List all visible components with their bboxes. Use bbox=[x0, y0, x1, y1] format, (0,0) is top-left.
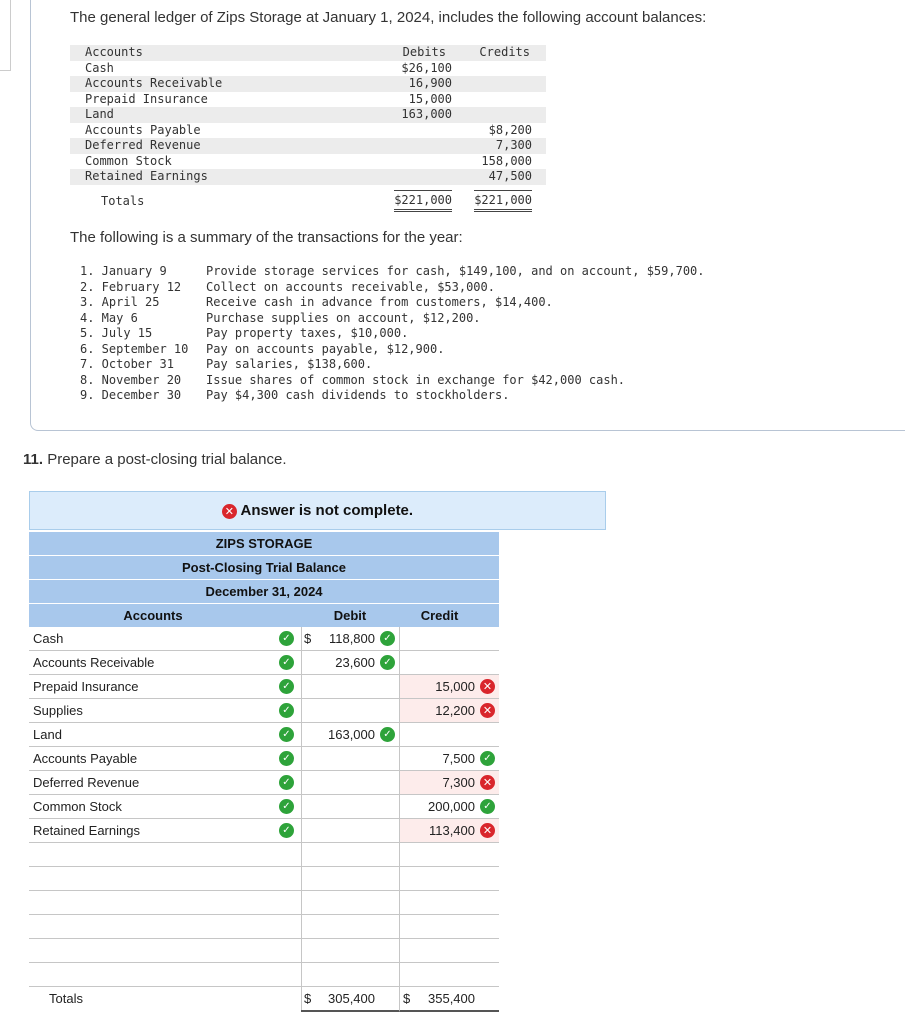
problem-intro: The general ledger of Zips Storage at January 1, 2024, includes the following account balances: bbox=[70, 9, 707, 26]
tb-credit-value: 7,500 bbox=[442, 751, 475, 766]
check-icon: ✓ bbox=[480, 799, 495, 814]
tb-account-cell[interactable] bbox=[29, 795, 302, 818]
tb-totals-label: Totals bbox=[49, 991, 83, 1006]
tb-debit-cell[interactable] bbox=[301, 795, 400, 818]
tb-debit-cell[interactable] bbox=[301, 891, 400, 914]
ledger-header-accounts: Accounts bbox=[85, 45, 143, 59]
transaction-item bbox=[80, 326, 780, 342]
ledger-row bbox=[70, 107, 546, 123]
transaction-date: 9. December 30 bbox=[80, 388, 182, 402]
check-icon: ✓ bbox=[380, 655, 395, 670]
tb-totals-credit-dollar: $ bbox=[403, 991, 411, 1006]
check-icon: ✓ bbox=[480, 751, 495, 766]
tb-title: Post-Closing Trial Balance bbox=[29, 556, 499, 580]
tb-account-cell[interactable] bbox=[29, 867, 302, 890]
tb-credit-cell[interactable] bbox=[400, 771, 499, 794]
ledger-account: Prepaid Insurance bbox=[85, 91, 208, 106]
summary-heading: The following is a summary of the transactions for the year: bbox=[70, 229, 463, 246]
tb-col-debit: Debit bbox=[333, 608, 367, 623]
tb-debit-cell[interactable] bbox=[301, 651, 400, 674]
ledger-totals-credit: $221,000 bbox=[474, 190, 532, 212]
ledger-header-debits: Debits bbox=[402, 45, 446, 59]
tb-credit-cell[interactable] bbox=[400, 891, 499, 914]
tb-debit-cell[interactable] bbox=[301, 675, 400, 698]
tb-debit-cell[interactable] bbox=[301, 843, 400, 866]
transaction-desc: Pay property taxes, $10,000. bbox=[206, 326, 409, 340]
incorrect-icon: ✕ bbox=[480, 703, 495, 718]
tb-empty-row bbox=[29, 867, 499, 891]
tb-debit-value: 163,000 bbox=[328, 727, 375, 742]
tb-account-name: Common Stock bbox=[33, 799, 122, 814]
transaction-desc: Issue shares of common stock in exchange for $42,000 cash. bbox=[206, 372, 626, 387]
tb-account-cell[interactable] bbox=[29, 891, 302, 914]
tb-account-cell[interactable] bbox=[29, 627, 302, 650]
ledger-debit: 163,000 bbox=[401, 107, 452, 121]
tb-debit-cell[interactable] bbox=[301, 915, 400, 938]
answer-status-text: Answer is not complete. bbox=[240, 502, 414, 519]
tb-empty-row bbox=[29, 963, 499, 987]
tb-debit-cell[interactable] bbox=[301, 939, 400, 962]
ledger-row bbox=[70, 169, 546, 185]
check-icon: ✓ bbox=[279, 823, 294, 838]
tb-row-accounts-receivable bbox=[29, 651, 499, 675]
tb-account-cell[interactable] bbox=[29, 771, 302, 794]
transaction-desc: Purchase supplies on account, $12,200. bbox=[206, 310, 481, 325]
tb-account-name: Retained Earnings bbox=[33, 823, 140, 838]
tb-row-supplies bbox=[29, 699, 499, 723]
tb-debit-dollar: $ bbox=[304, 631, 312, 646]
tb-row-common-stock bbox=[29, 795, 499, 819]
ledger-account: Accounts Payable bbox=[85, 122, 201, 137]
tb-credit-value: 113,400 bbox=[428, 823, 475, 838]
transaction-item bbox=[80, 373, 780, 389]
incorrect-icon: ✕ bbox=[480, 823, 495, 838]
ledger-credit: $8,200 bbox=[488, 122, 532, 137]
tb-credit-cell[interactable] bbox=[400, 651, 499, 674]
ledger-row bbox=[70, 154, 546, 170]
ledger-account: Deferred Revenue bbox=[85, 138, 201, 152]
check-icon: ✓ bbox=[279, 679, 294, 694]
tb-credit-value: 12,200 bbox=[435, 703, 475, 718]
tb-account-name: Accounts Payable bbox=[33, 751, 138, 766]
tb-credit-cell[interactable] bbox=[400, 843, 499, 866]
check-icon: ✓ bbox=[279, 703, 294, 718]
tb-account-cell[interactable] bbox=[29, 915, 302, 938]
tb-credit-cell[interactable] bbox=[400, 867, 499, 890]
ledger-totals-row bbox=[70, 190, 546, 212]
transaction-desc: Collect on accounts receivable, $53,000. bbox=[206, 279, 495, 294]
transaction-item bbox=[80, 388, 780, 404]
tb-debit-cell[interactable] bbox=[301, 699, 400, 722]
tb-account-cell[interactable] bbox=[29, 843, 302, 866]
tb-debit-cell[interactable] bbox=[301, 819, 400, 842]
transaction-item bbox=[80, 357, 780, 373]
tb-credit-cell[interactable] bbox=[400, 747, 499, 770]
ledger-row bbox=[70, 61, 546, 77]
transaction-desc: Pay $4,300 cash dividends to stockholders. bbox=[206, 388, 510, 402]
tb-debit-cell[interactable] bbox=[301, 627, 400, 650]
tb-account-cell[interactable] bbox=[29, 651, 302, 674]
transaction-date: 1. January 9 bbox=[80, 264, 167, 278]
check-icon: ✓ bbox=[279, 799, 294, 814]
left-panel-edge bbox=[0, 0, 11, 71]
tb-row-prepaid-insurance bbox=[29, 675, 499, 699]
tb-credit-cell[interactable] bbox=[400, 699, 499, 722]
tb-row-cash bbox=[29, 627, 499, 651]
transaction-desc: Provide storage services for cash, $149,100, and on account, $59,700. bbox=[206, 264, 705, 278]
tb-account-name: Deferred Revenue bbox=[33, 775, 140, 790]
ledger-totals-label: Totals bbox=[101, 193, 145, 208]
tb-column-headers bbox=[29, 604, 499, 627]
ledger-account: Land bbox=[85, 107, 114, 121]
tb-totals-credit: 355,400 bbox=[428, 991, 475, 1006]
ledger-row bbox=[70, 92, 546, 108]
check-icon: ✓ bbox=[279, 751, 294, 766]
transaction-item bbox=[80, 342, 780, 358]
check-icon: ✓ bbox=[279, 727, 294, 742]
tb-row-deferred-revenue bbox=[29, 771, 499, 795]
tb-account-cell[interactable] bbox=[29, 819, 302, 842]
answer-status-banner bbox=[29, 491, 606, 530]
transaction-list bbox=[80, 264, 780, 404]
transaction-desc: Pay salaries, $138,600. bbox=[206, 357, 373, 371]
check-icon: ✓ bbox=[279, 631, 294, 646]
tb-empty-row bbox=[29, 939, 499, 963]
ledger-credit: 47,500 bbox=[488, 169, 532, 183]
question-number: 11. bbox=[23, 451, 44, 468]
tb-debit-cell[interactable] bbox=[301, 963, 400, 986]
transaction-date: 8. November 20 bbox=[80, 372, 182, 387]
check-icon: ✓ bbox=[380, 727, 395, 742]
transaction-date: 2. February 12 bbox=[80, 279, 182, 294]
check-icon: ✓ bbox=[380, 631, 395, 646]
transaction-date: 7. October 31 bbox=[80, 357, 174, 371]
ledger-account: Cash bbox=[85, 60, 114, 75]
tb-col-accounts: Accounts bbox=[123, 608, 183, 623]
tb-debit-value: 23,600 bbox=[335, 655, 375, 670]
ledger-row bbox=[70, 76, 546, 92]
tb-company: ZIPS STORAGE bbox=[29, 532, 499, 556]
tb-debit-cell[interactable] bbox=[301, 723, 400, 746]
tb-credit-cell[interactable] bbox=[400, 675, 499, 698]
ledger-header-row bbox=[70, 45, 546, 61]
tb-account-name: Land bbox=[33, 727, 62, 742]
ledger-table bbox=[70, 45, 546, 212]
tb-account-cell[interactable] bbox=[29, 675, 302, 698]
tb-debit-cell[interactable] bbox=[301, 747, 400, 770]
ledger-credit: 7,300 bbox=[495, 138, 532, 152]
tb-empty-row bbox=[29, 915, 499, 939]
tb-account-name: Prepaid Insurance bbox=[33, 679, 139, 694]
tb-account-name: Supplies bbox=[33, 703, 83, 718]
tb-credit-cell[interactable] bbox=[400, 723, 499, 746]
tb-date: December 31, 2024 bbox=[29, 580, 499, 604]
tb-totals-debit: 305,400 bbox=[328, 991, 375, 1006]
ledger-account: Retained Earnings bbox=[85, 169, 208, 183]
ledger-debit: 16,900 bbox=[408, 76, 452, 90]
tb-totals-row bbox=[29, 987, 499, 1010]
tb-debit-cell[interactable] bbox=[301, 867, 400, 890]
transaction-date: 6. September 10 bbox=[80, 341, 189, 356]
incorrect-icon: ✕ bbox=[222, 504, 237, 519]
tb-credit-cell[interactable] bbox=[400, 915, 499, 938]
tb-account-name: Cash bbox=[33, 631, 64, 646]
incorrect-icon: ✕ bbox=[480, 775, 495, 790]
ledger-header-credits: Credits bbox=[479, 45, 530, 59]
transaction-desc: Receive cash in advance from customers, $14,400. bbox=[206, 295, 553, 309]
tb-col-credit: Credit bbox=[420, 608, 459, 623]
tb-debit-value: 118,800 bbox=[328, 631, 375, 646]
tb-account-cell[interactable] bbox=[29, 699, 302, 722]
ledger-account: Common Stock bbox=[85, 153, 172, 168]
tb-totals-debit-cell bbox=[301, 987, 400, 1012]
tb-row-accounts-payable bbox=[29, 747, 499, 771]
tb-totals-credit-cell bbox=[400, 987, 499, 1012]
tb-debit-cell[interactable] bbox=[301, 771, 400, 794]
ledger-row bbox=[70, 123, 546, 139]
tb-account-cell[interactable] bbox=[29, 723, 302, 746]
tb-row-retained-earnings bbox=[29, 819, 499, 843]
ledger-debit: $26,100 bbox=[401, 60, 452, 75]
ledger-row bbox=[70, 138, 546, 154]
tb-row-land bbox=[29, 723, 499, 747]
ledger-debit: 15,000 bbox=[408, 91, 452, 106]
tb-credit-cell[interactable] bbox=[400, 819, 499, 842]
tb-account-name: Accounts Receivable bbox=[33, 655, 155, 670]
transaction-date: 4. May 6 bbox=[80, 310, 138, 325]
tb-credit-cell[interactable] bbox=[400, 963, 499, 986]
trial-balance-table bbox=[29, 532, 499, 1010]
tb-empty-row bbox=[29, 843, 499, 867]
tb-account-cell[interactable] bbox=[29, 963, 302, 986]
tb-credit-value: 15,000 bbox=[435, 679, 475, 694]
transaction-item bbox=[80, 311, 780, 327]
transaction-date: 5. July 15 bbox=[80, 326, 153, 340]
tb-credit-value: 200,000 bbox=[428, 799, 475, 814]
ledger-credit: 158,000 bbox=[481, 153, 532, 168]
question-text: Prepare a post-closing trial balance. bbox=[47, 451, 287, 468]
tb-totals-label-cell bbox=[29, 987, 302, 1010]
transaction-item bbox=[80, 280, 780, 296]
tb-empty-row bbox=[29, 891, 499, 915]
ledger-totals-debit: $221,000 bbox=[394, 190, 452, 212]
question-11 bbox=[23, 451, 287, 468]
ledger-account: Accounts Receivable bbox=[85, 76, 223, 90]
incorrect-icon: ✕ bbox=[480, 679, 495, 694]
tb-account-cell[interactable] bbox=[29, 747, 302, 770]
transaction-date: 3. April 25 bbox=[80, 295, 160, 309]
tb-credit-cell[interactable] bbox=[400, 939, 499, 962]
check-icon: ✓ bbox=[279, 655, 294, 670]
tb-credit-cell[interactable] bbox=[400, 627, 499, 650]
tb-credit-value: 7,300 bbox=[442, 775, 475, 790]
transaction-desc: Pay on accounts payable, $12,900. bbox=[206, 341, 445, 356]
tb-credit-cell[interactable] bbox=[400, 795, 499, 818]
transaction-item bbox=[80, 264, 780, 280]
transaction-item bbox=[80, 295, 780, 311]
tb-account-cell[interactable] bbox=[29, 939, 302, 962]
tb-totals-debit-dollar: $ bbox=[304, 991, 312, 1006]
check-icon: ✓ bbox=[279, 775, 294, 790]
